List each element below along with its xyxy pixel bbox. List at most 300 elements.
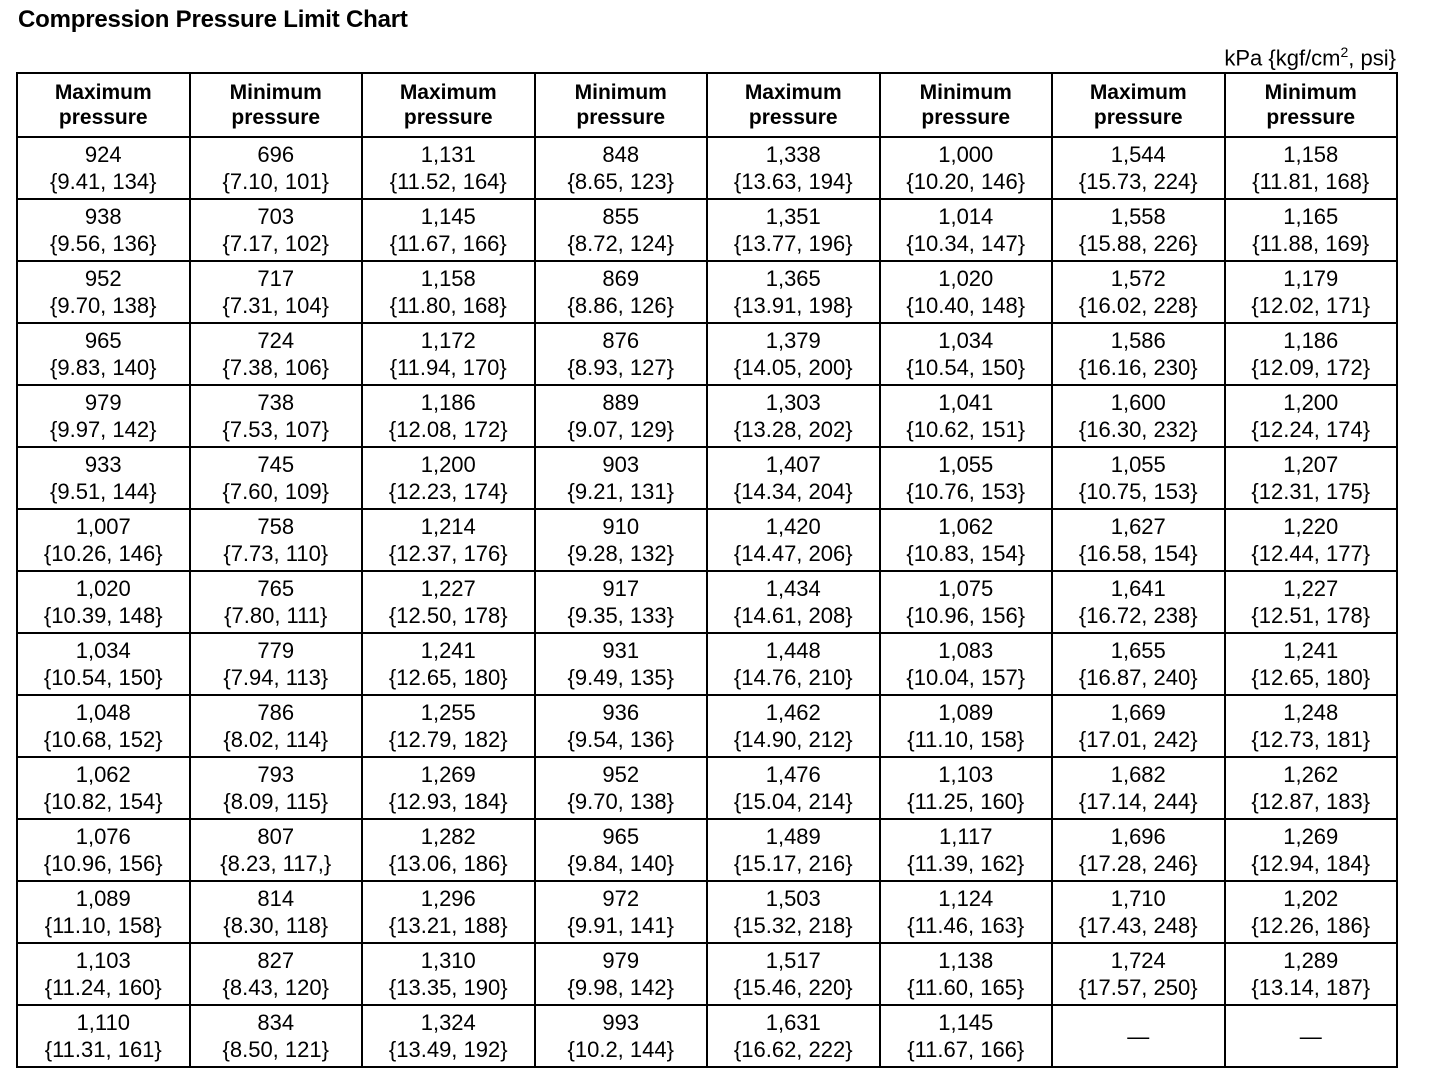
column-header-line: Maximum: [399, 81, 497, 104]
cell-kpa-value: 1,007: [75, 514, 131, 539]
column-header: [1225, 73, 1398, 137]
cell-kpa-value: 1,200: [420, 452, 476, 477]
cell-kpa-value: 1,420: [765, 514, 821, 539]
table-cell: [17, 385, 190, 447]
table-cell: [1225, 261, 1398, 323]
table-cell: [190, 819, 363, 881]
cell-converted-values: {7.53, 107}: [222, 417, 329, 442]
cell-kpa-value: —: [1299, 1023, 1322, 1049]
cell-kpa-value: 1,600: [1110, 390, 1166, 415]
table-cell: [707, 509, 880, 571]
table-cell: [190, 323, 363, 385]
cell-kpa-value: 1,089: [75, 886, 131, 911]
table-cell: [1052, 447, 1225, 509]
cell-converted-values: {7.73, 110}: [223, 541, 329, 566]
cell-converted-values: {11.81, 168}: [1252, 169, 1370, 194]
column-header-line: pressure: [403, 106, 493, 129]
cell-converted-values: {10.2, 144}: [567, 1037, 674, 1062]
table-cell: [880, 757, 1053, 819]
table-cell: [535, 323, 708, 385]
cell-converted-values: {7.38, 106}: [222, 355, 329, 380]
column-header: [880, 73, 1053, 137]
cell-kpa-value: 1,186: [1283, 328, 1339, 353]
cell-kpa-value: 1,586: [1110, 328, 1166, 353]
cell-converted-values: {17.01, 242}: [1078, 727, 1198, 752]
cell-kpa-value: 1,055: [938, 452, 994, 477]
table-cell: [1052, 1005, 1225, 1067]
cell-kpa-value: 1,138: [938, 948, 994, 973]
cell-converted-values: {10.40, 148}: [906, 293, 1026, 318]
table-cell: [880, 943, 1053, 1005]
cell-converted-values: {12.87, 183}: [1251, 789, 1371, 814]
table-cell: [535, 261, 708, 323]
cell-kpa-value: 779: [257, 638, 295, 663]
cell-kpa-value: 1,255: [420, 700, 476, 725]
cell-kpa-value: 1,034: [938, 328, 994, 353]
table-cell: [880, 261, 1053, 323]
cell-kpa-value: 1,351: [765, 204, 821, 229]
table-cell: [362, 881, 535, 943]
cell-converted-values: {15.32, 218}: [733, 913, 853, 938]
cell-converted-values: {9.54, 136}: [567, 727, 674, 752]
column-header-line: pressure: [921, 106, 1011, 129]
table-cell: [1052, 385, 1225, 447]
cell-converted-values: {8.65, 123}: [567, 169, 674, 194]
table-row: [17, 1005, 1397, 1067]
cell-kpa-value: 1,269: [1283, 824, 1339, 849]
table-row: [17, 943, 1397, 1005]
table-cell: [880, 819, 1053, 881]
cell-kpa-value: 1,296: [420, 886, 476, 911]
cell-kpa-value: 979: [84, 390, 122, 415]
cell-converted-values: {9.49, 135}: [567, 665, 674, 690]
table-cell: [190, 137, 363, 199]
column-header-line: Maximum: [744, 81, 842, 104]
cell-kpa-value: 1,020: [938, 266, 994, 291]
cell-converted-values: {15.46, 220}: [733, 975, 853, 1000]
table-cell: [1052, 199, 1225, 261]
cell-kpa-value: 1,558: [1110, 204, 1166, 229]
table-cell: [707, 881, 880, 943]
cell-converted-values: {12.79, 182}: [388, 727, 508, 752]
table-cell: [535, 819, 708, 881]
cell-kpa-value: 1,124: [938, 886, 994, 911]
table-cell: [1225, 509, 1398, 571]
units-superscript: 2: [1340, 44, 1349, 60]
cell-converted-values: {9.91, 141}: [567, 913, 674, 938]
table-row: [17, 509, 1397, 571]
table-cell: [1052, 757, 1225, 819]
table-cell: [17, 943, 190, 1005]
cell-converted-values: {10.75, 153}: [1078, 479, 1198, 504]
column-header-line: Maximum: [1089, 81, 1187, 104]
cell-converted-values: {8.09, 115}: [223, 789, 329, 814]
table-cell: [362, 261, 535, 323]
table-cell: [880, 509, 1053, 571]
cell-converted-values: {15.04, 214}: [733, 789, 853, 814]
table-cell: [707, 633, 880, 695]
column-header-line: Minimum: [1264, 81, 1357, 104]
cell-converted-values: {14.05, 200}: [733, 355, 853, 380]
cell-converted-values: {16.62, 222}: [733, 1037, 853, 1062]
table-cell: [535, 385, 708, 447]
cell-converted-values: {16.58, 154}: [1078, 541, 1198, 566]
table-cell: [707, 447, 880, 509]
cell-kpa-value: 814: [257, 886, 295, 911]
table-row: [17, 261, 1397, 323]
table-cell: [362, 199, 535, 261]
cell-kpa-value: 1,544: [1110, 142, 1166, 167]
table-cell: [707, 199, 880, 261]
cell-kpa-value: 1,310: [420, 948, 476, 973]
table-cell: [362, 385, 535, 447]
table-cell: [17, 509, 190, 571]
table-cell: [535, 199, 708, 261]
table-cell: [880, 323, 1053, 385]
cell-converted-values: {17.28, 246}: [1078, 851, 1198, 876]
table-cell: [190, 261, 363, 323]
table-cell: [17, 757, 190, 819]
column-header: [1052, 73, 1225, 137]
table-cell: [190, 757, 363, 819]
cell-converted-values: {14.90, 212}: [733, 727, 853, 752]
table-cell: [880, 137, 1053, 199]
cell-converted-values: {13.21, 188}: [388, 913, 508, 938]
cell-kpa-value: 965: [602, 824, 640, 849]
column-header-line: Minimum: [229, 81, 322, 104]
column-header-line: pressure: [1266, 106, 1356, 129]
cell-converted-values: {12.09, 172}: [1251, 355, 1371, 380]
cell-kpa-value: 1,724: [1110, 948, 1166, 973]
table-cell: [362, 695, 535, 757]
cell-converted-values: {12.26, 186}: [1251, 913, 1371, 938]
cell-converted-values: {15.73, 224}: [1078, 169, 1198, 194]
table-cell: [1052, 137, 1225, 199]
cell-converted-values: {10.82, 154}: [43, 789, 163, 814]
cell-converted-values: {11.94, 170}: [389, 355, 507, 380]
column-header-line: Maximum: [54, 81, 152, 104]
cell-kpa-value: 889: [602, 390, 640, 415]
cell-converted-values: {9.56, 136}: [50, 231, 157, 256]
table-cell: [190, 1005, 363, 1067]
cell-converted-values: {10.04, 157}: [906, 665, 1026, 690]
cell-converted-values: {11.88, 169}: [1252, 231, 1370, 256]
table-cell: [1225, 757, 1398, 819]
column-header-line: Minimum: [574, 81, 667, 104]
cell-converted-values: {12.65, 180}: [388, 665, 508, 690]
cell-converted-values: {7.80, 111}: [224, 603, 328, 628]
cell-converted-values: {9.70, 138}: [50, 293, 157, 318]
cell-converted-values: {13.14, 187}: [1251, 975, 1371, 1000]
table-cell: [190, 943, 363, 1005]
table-row: [17, 199, 1397, 261]
cell-converted-values: {9.41, 134}: [50, 169, 157, 194]
cell-converted-values: {7.10, 101}: [222, 169, 329, 194]
table-cell: [362, 447, 535, 509]
cell-converted-values: {7.31, 104}: [222, 293, 329, 318]
cell-kpa-value: 1,289: [1283, 948, 1339, 973]
table-cell: [190, 509, 363, 571]
cell-converted-values: {12.31, 175}: [1251, 479, 1371, 504]
cell-kpa-value: 1,338: [765, 142, 821, 167]
cell-kpa-value: 1,165: [1283, 204, 1339, 229]
table-row: [17, 323, 1397, 385]
cell-converted-values: {13.77, 196}: [733, 231, 853, 256]
column-header: [17, 73, 190, 137]
table-cell: [707, 943, 880, 1005]
cell-kpa-value: 834: [257, 1010, 295, 1035]
cell-kpa-value: 793: [257, 762, 295, 787]
table-cell: [362, 509, 535, 571]
cell-converted-values: {11.52, 164}: [389, 169, 507, 194]
cell-kpa-value: 869: [602, 266, 640, 291]
cell-kpa-value: 765: [257, 576, 295, 601]
cell-converted-values: {16.87, 240}: [1078, 665, 1198, 690]
table-cell: [190, 881, 363, 943]
cell-converted-values: {12.65, 180}: [1251, 665, 1371, 690]
cell-converted-values: {8.23, 117,}: [220, 851, 332, 876]
cell-kpa-value: 1,269: [420, 762, 476, 787]
cell-kpa-value: 1,227: [420, 576, 476, 601]
table-cell: [880, 199, 1053, 261]
cell-converted-values: {11.25, 160}: [907, 789, 1025, 814]
cell-kpa-value: 1,089: [938, 700, 994, 725]
units-prefix: kPa {kgf/cm: [1224, 45, 1341, 71]
table-cell: [17, 571, 190, 633]
table-cell: [707, 757, 880, 819]
table-cell: [707, 819, 880, 881]
cell-kpa-value: 1,220: [1283, 514, 1339, 539]
table-cell: [17, 137, 190, 199]
table-cell: [190, 633, 363, 695]
cell-converted-values: {13.35, 190}: [388, 975, 508, 1000]
cell-converted-values: {16.02, 228}: [1078, 293, 1198, 318]
cell-converted-values: {7.17, 102}: [222, 231, 329, 256]
cell-kpa-value: 1,145: [420, 204, 476, 229]
table-cell: [362, 571, 535, 633]
cell-converted-values: {11.24, 160}: [44, 975, 162, 1000]
cell-converted-values: {8.72, 124}: [567, 231, 674, 256]
cell-kpa-value: 972: [602, 886, 640, 911]
table-cell: [1225, 633, 1398, 695]
table-cell: [1052, 571, 1225, 633]
cell-converted-values: {9.98, 142}: [567, 975, 674, 1000]
cell-converted-values: {14.47, 206}: [733, 541, 853, 566]
cell-converted-values: {9.07, 129}: [567, 417, 674, 442]
cell-kpa-value: 917: [602, 576, 640, 601]
cell-converted-values: {9.21, 131}: [567, 479, 674, 504]
cell-converted-values: {8.30, 118}: [223, 913, 329, 938]
column-header-line: pressure: [1093, 106, 1183, 129]
cell-kpa-value: 1,434: [765, 576, 821, 601]
cell-converted-values: {10.26, 146}: [43, 541, 163, 566]
cell-converted-values: {15.88, 226}: [1078, 231, 1198, 256]
cell-converted-values: {12.50, 178}: [388, 603, 508, 628]
cell-converted-values: {7.60, 109}: [222, 479, 329, 504]
table-cell: [1225, 881, 1398, 943]
cell-kpa-value: 1,303: [765, 390, 821, 415]
cell-converted-values: {13.49, 192}: [388, 1037, 508, 1062]
cell-converted-values: {11.10, 158}: [907, 727, 1025, 752]
table-cell: [190, 695, 363, 757]
cell-kpa-value: 1,179: [1283, 266, 1339, 291]
cell-converted-values: {9.84, 140}: [567, 851, 674, 876]
cell-converted-values: {12.24, 174}: [1251, 417, 1371, 442]
column-header: [362, 73, 535, 137]
cell-kpa-value: 1,145: [938, 1010, 994, 1035]
units-label: [1224, 44, 1396, 71]
cell-kpa-value: 938: [84, 204, 122, 229]
table-cell: [17, 633, 190, 695]
cell-converted-values: {13.91, 198}: [733, 293, 853, 318]
cell-kpa-value: 1,476: [765, 762, 821, 787]
cell-kpa-value: 1,158: [1283, 142, 1339, 167]
cell-converted-values: {12.51, 178}: [1251, 603, 1371, 628]
cell-converted-values: {10.34, 147}: [906, 231, 1026, 256]
cell-kpa-value: 696: [257, 142, 295, 167]
cell-converted-values: {10.68, 152}: [43, 727, 163, 752]
cell-kpa-value: 1,103: [938, 762, 994, 787]
table-cell: [1225, 1005, 1398, 1067]
cell-converted-values: {10.20, 146}: [906, 169, 1026, 194]
table-cell: [362, 943, 535, 1005]
cell-kpa-value: 1,000: [938, 142, 994, 167]
table-cell: [1052, 819, 1225, 881]
table-cell: [880, 447, 1053, 509]
table-cell: [535, 447, 708, 509]
table-cell: [17, 695, 190, 757]
cell-converted-values: {10.54, 150}: [906, 355, 1026, 380]
cell-converted-values: {12.93, 184}: [388, 789, 508, 814]
cell-kpa-value: 745: [257, 452, 295, 477]
cell-converted-values: {8.02, 114}: [223, 727, 329, 752]
table-cell: [362, 323, 535, 385]
table-cell: [535, 633, 708, 695]
column-header: [707, 73, 880, 137]
cell-converted-values: {15.17, 216}: [733, 851, 853, 876]
cell-converted-values: {9.35, 133}: [567, 603, 674, 628]
cell-converted-values: {13.63, 194}: [733, 169, 853, 194]
table-row: [17, 571, 1397, 633]
cell-kpa-value: 1,172: [420, 328, 476, 353]
table-cell: [362, 819, 535, 881]
cell-converted-values: {10.96, 156}: [43, 851, 163, 876]
table-cell: [1052, 695, 1225, 757]
cell-kpa-value: 758: [257, 514, 295, 539]
cell-converted-values: {8.86, 126}: [567, 293, 674, 318]
cell-kpa-value: 910: [602, 514, 640, 539]
cell-converted-values: {9.97, 142}: [50, 417, 157, 442]
cell-kpa-value: 924: [84, 142, 122, 167]
cell-kpa-value: 1,227: [1283, 576, 1339, 601]
table-cell: [17, 261, 190, 323]
cell-kpa-value: 1,669: [1110, 700, 1166, 725]
table-cell: [1052, 261, 1225, 323]
cell-converted-values: {11.31, 161}: [44, 1037, 162, 1062]
cell-converted-values: {9.70, 138}: [567, 789, 674, 814]
cell-converted-values: {12.02, 171}: [1251, 293, 1371, 318]
cell-kpa-value: 1,110: [76, 1010, 130, 1035]
table-cell: [535, 1005, 708, 1067]
cell-kpa-value: 1,014: [938, 204, 994, 229]
table-cell: [1225, 385, 1398, 447]
cell-kpa-value: 1,282: [420, 824, 476, 849]
cell-converted-values: {9.83, 140}: [50, 355, 157, 380]
cell-converted-values: {16.30, 232}: [1078, 417, 1198, 442]
cell-kpa-value: 807: [257, 824, 295, 849]
cell-kpa-value: 1,158: [420, 266, 476, 291]
cell-converted-values: {12.08, 172}: [388, 417, 508, 442]
cell-converted-values: {8.50, 121}: [222, 1037, 329, 1062]
cell-kpa-value: 1,407: [765, 452, 821, 477]
cell-converted-values: {17.57, 250}: [1078, 975, 1198, 1000]
table-cell: [1225, 943, 1398, 1005]
table-cell: [362, 757, 535, 819]
cell-kpa-value: 1,131: [420, 142, 476, 167]
cell-kpa-value: 1,076: [75, 824, 131, 849]
cell-kpa-value: 1,083: [938, 638, 994, 663]
table-cell: [17, 199, 190, 261]
table-cell: [535, 509, 708, 571]
cell-converted-values: {13.28, 202}: [733, 417, 853, 442]
table-cell: [707, 323, 880, 385]
table-cell: [707, 571, 880, 633]
cell-converted-values: {10.96, 156}: [906, 603, 1026, 628]
cell-converted-values: {11.67, 166}: [907, 1037, 1025, 1062]
cell-converted-values: {10.62, 151}: [906, 417, 1026, 442]
cell-converted-values: {8.93, 127}: [567, 355, 674, 380]
table-cell: [535, 571, 708, 633]
cell-kpa-value: 1,517: [765, 948, 821, 973]
table-cell: [880, 385, 1053, 447]
cell-kpa-value: 1,572: [1110, 266, 1166, 291]
cell-kpa-value: 855: [602, 204, 640, 229]
cell-converted-values: {13.06, 186}: [388, 851, 508, 876]
cell-kpa-value: 952: [84, 266, 122, 291]
table-cell: [1225, 819, 1398, 881]
table-cell: [1225, 323, 1398, 385]
table-cell: [1052, 323, 1225, 385]
cell-kpa-value: 738: [257, 390, 295, 415]
cell-kpa-value: 952: [602, 762, 640, 787]
cell-kpa-value: 903: [602, 452, 640, 477]
cell-kpa-value: 1,324: [420, 1010, 476, 1035]
table-cell: [17, 447, 190, 509]
cell-kpa-value: 1,117: [939, 824, 993, 849]
column-header-line: pressure: [748, 106, 838, 129]
cell-kpa-value: 1,200: [1283, 390, 1339, 415]
table-cell: [1225, 447, 1398, 509]
cell-kpa-value: 1,448: [765, 638, 821, 663]
column-header-line: pressure: [231, 106, 321, 129]
cell-kpa-value: 1,103: [75, 948, 131, 973]
cell-converted-values: {12.44, 177}: [1251, 541, 1371, 566]
table-body: [17, 137, 1397, 1067]
table-cell: [707, 137, 880, 199]
cell-kpa-value: 933: [84, 452, 122, 477]
cell-kpa-value: 1,655: [1110, 638, 1166, 663]
cell-converted-values: {14.34, 204}: [733, 479, 853, 504]
table-cell: [190, 385, 363, 447]
table-cell: [190, 571, 363, 633]
cell-kpa-value: 1,241: [1283, 638, 1339, 663]
table-cell: [1225, 571, 1398, 633]
table-cell: [880, 695, 1053, 757]
table-cell: [362, 1005, 535, 1067]
table-cell: [1225, 137, 1398, 199]
cell-converted-values: {16.16, 230}: [1078, 355, 1198, 380]
column-header-line: Minimum: [919, 81, 1012, 104]
